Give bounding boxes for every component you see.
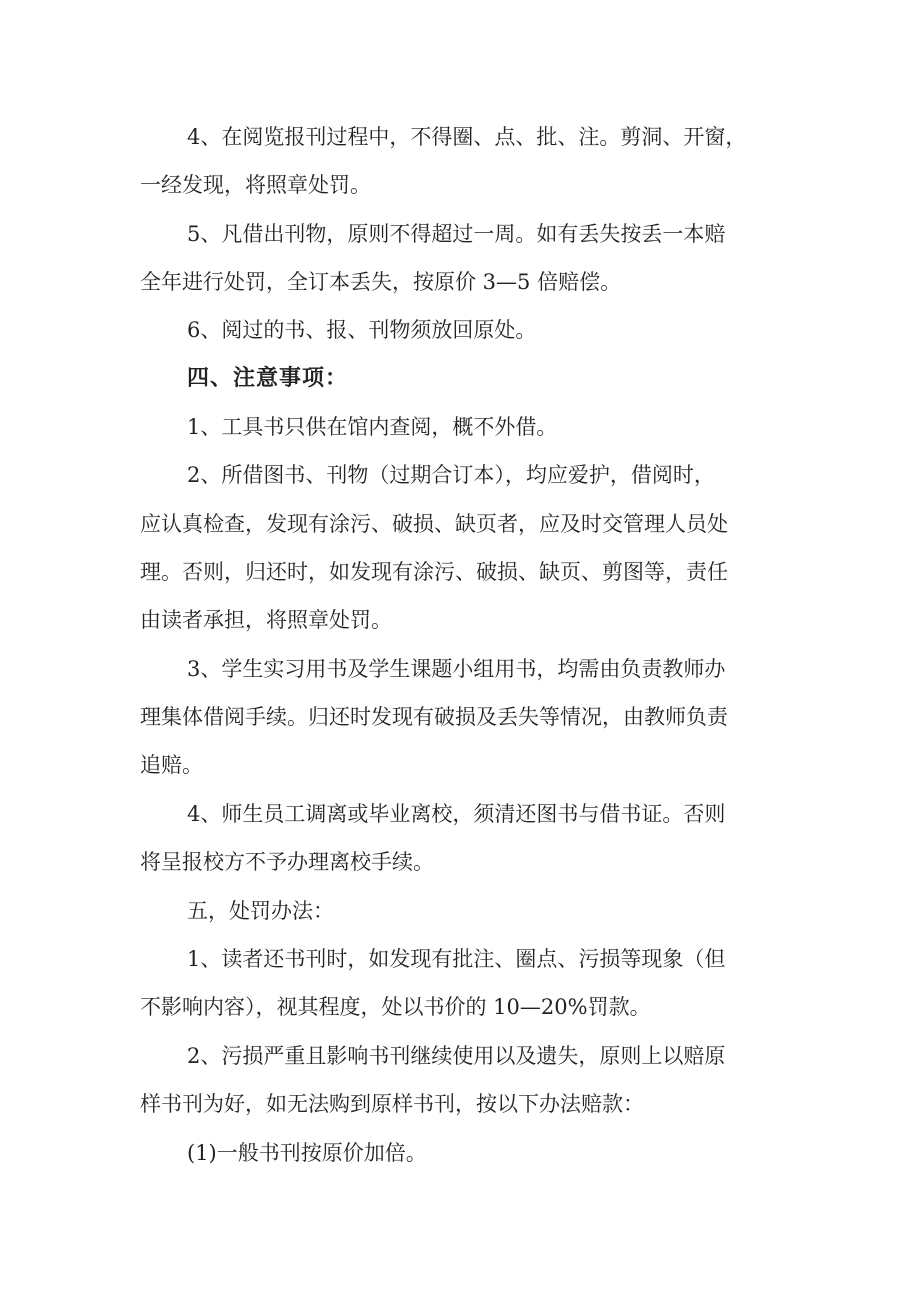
penalty-1-line-1: 1、读者还书刊时，如发现有批注、圈点、污损等现象（但 bbox=[187, 947, 726, 971]
note-2-line-3: 理。否则，归还时，如发现有涂污、破损、缺页、剪图等，责任 bbox=[140, 560, 728, 584]
note-2-line-1: 2、所借图书、刊物（过期合订本），均应爱护，借阅时， bbox=[187, 463, 715, 487]
rule-5-line-1: 5、凡借出刊物，原则不得超过一周。如有丢失按丢一本赔 bbox=[187, 222, 726, 246]
note-4-line-1: 4、师生员工调离或毕业离校，须清还图书与借书证。否则 bbox=[187, 802, 726, 826]
penalty-1-line-2: 不影响内容），视其程度，处以书价的 10—20%罚款。 bbox=[140, 995, 651, 1019]
rule-4-line-1: 4、在阅览报刊过程中，不得圈、点、批、注。剪洞、开窗， bbox=[187, 125, 747, 149]
note-1-line-1: 1、工具书只供在馆内查阅，概不外借。 bbox=[187, 415, 558, 439]
section-heading-notes: 四、注意事项： bbox=[187, 366, 349, 391]
note-2-line-2: 应认真检查，发现有涂污、破损、缺页者，应及时交管理人员处 bbox=[140, 512, 728, 536]
rule-6-line-1: 6、阅过的书、报、刊物须放回原处。 bbox=[187, 318, 537, 342]
penalty-2-line-1: 2、污损严重且影响书刊继续使用以及遗失，原则上以赔原 bbox=[187, 1044, 726, 1068]
rule-4-line-2: 一经发现，将照章处罚。 bbox=[140, 173, 371, 197]
rule-5-line-2: 全年进行处罚，全订本丢失，按原价 3—5 倍赔偿。 bbox=[140, 270, 622, 294]
note-4-line-2: 将呈报校方不予办理离校手续。 bbox=[140, 850, 434, 874]
penalty-2-line-2: 样书刊为好，如无法购到原样书刊，按以下办法赔款： bbox=[140, 1092, 644, 1116]
note-2-line-4: 由读者承担，将照章处罚。 bbox=[140, 608, 392, 632]
note-3-line-3: 追赔。 bbox=[140, 753, 203, 777]
note-3-line-2: 理集体借阅手续。归还时发现有破损及丢失等情况，由教师负责 bbox=[140, 705, 728, 729]
penalty-2-item-1: (1)一般书刊按原价加倍。 bbox=[187, 1141, 427, 1165]
section-heading-penalties: 五，处罚办法： bbox=[187, 899, 334, 923]
note-3-line-1: 3、学生实习用书及学生课题小组用书，均需由负责教师办 bbox=[187, 657, 726, 681]
